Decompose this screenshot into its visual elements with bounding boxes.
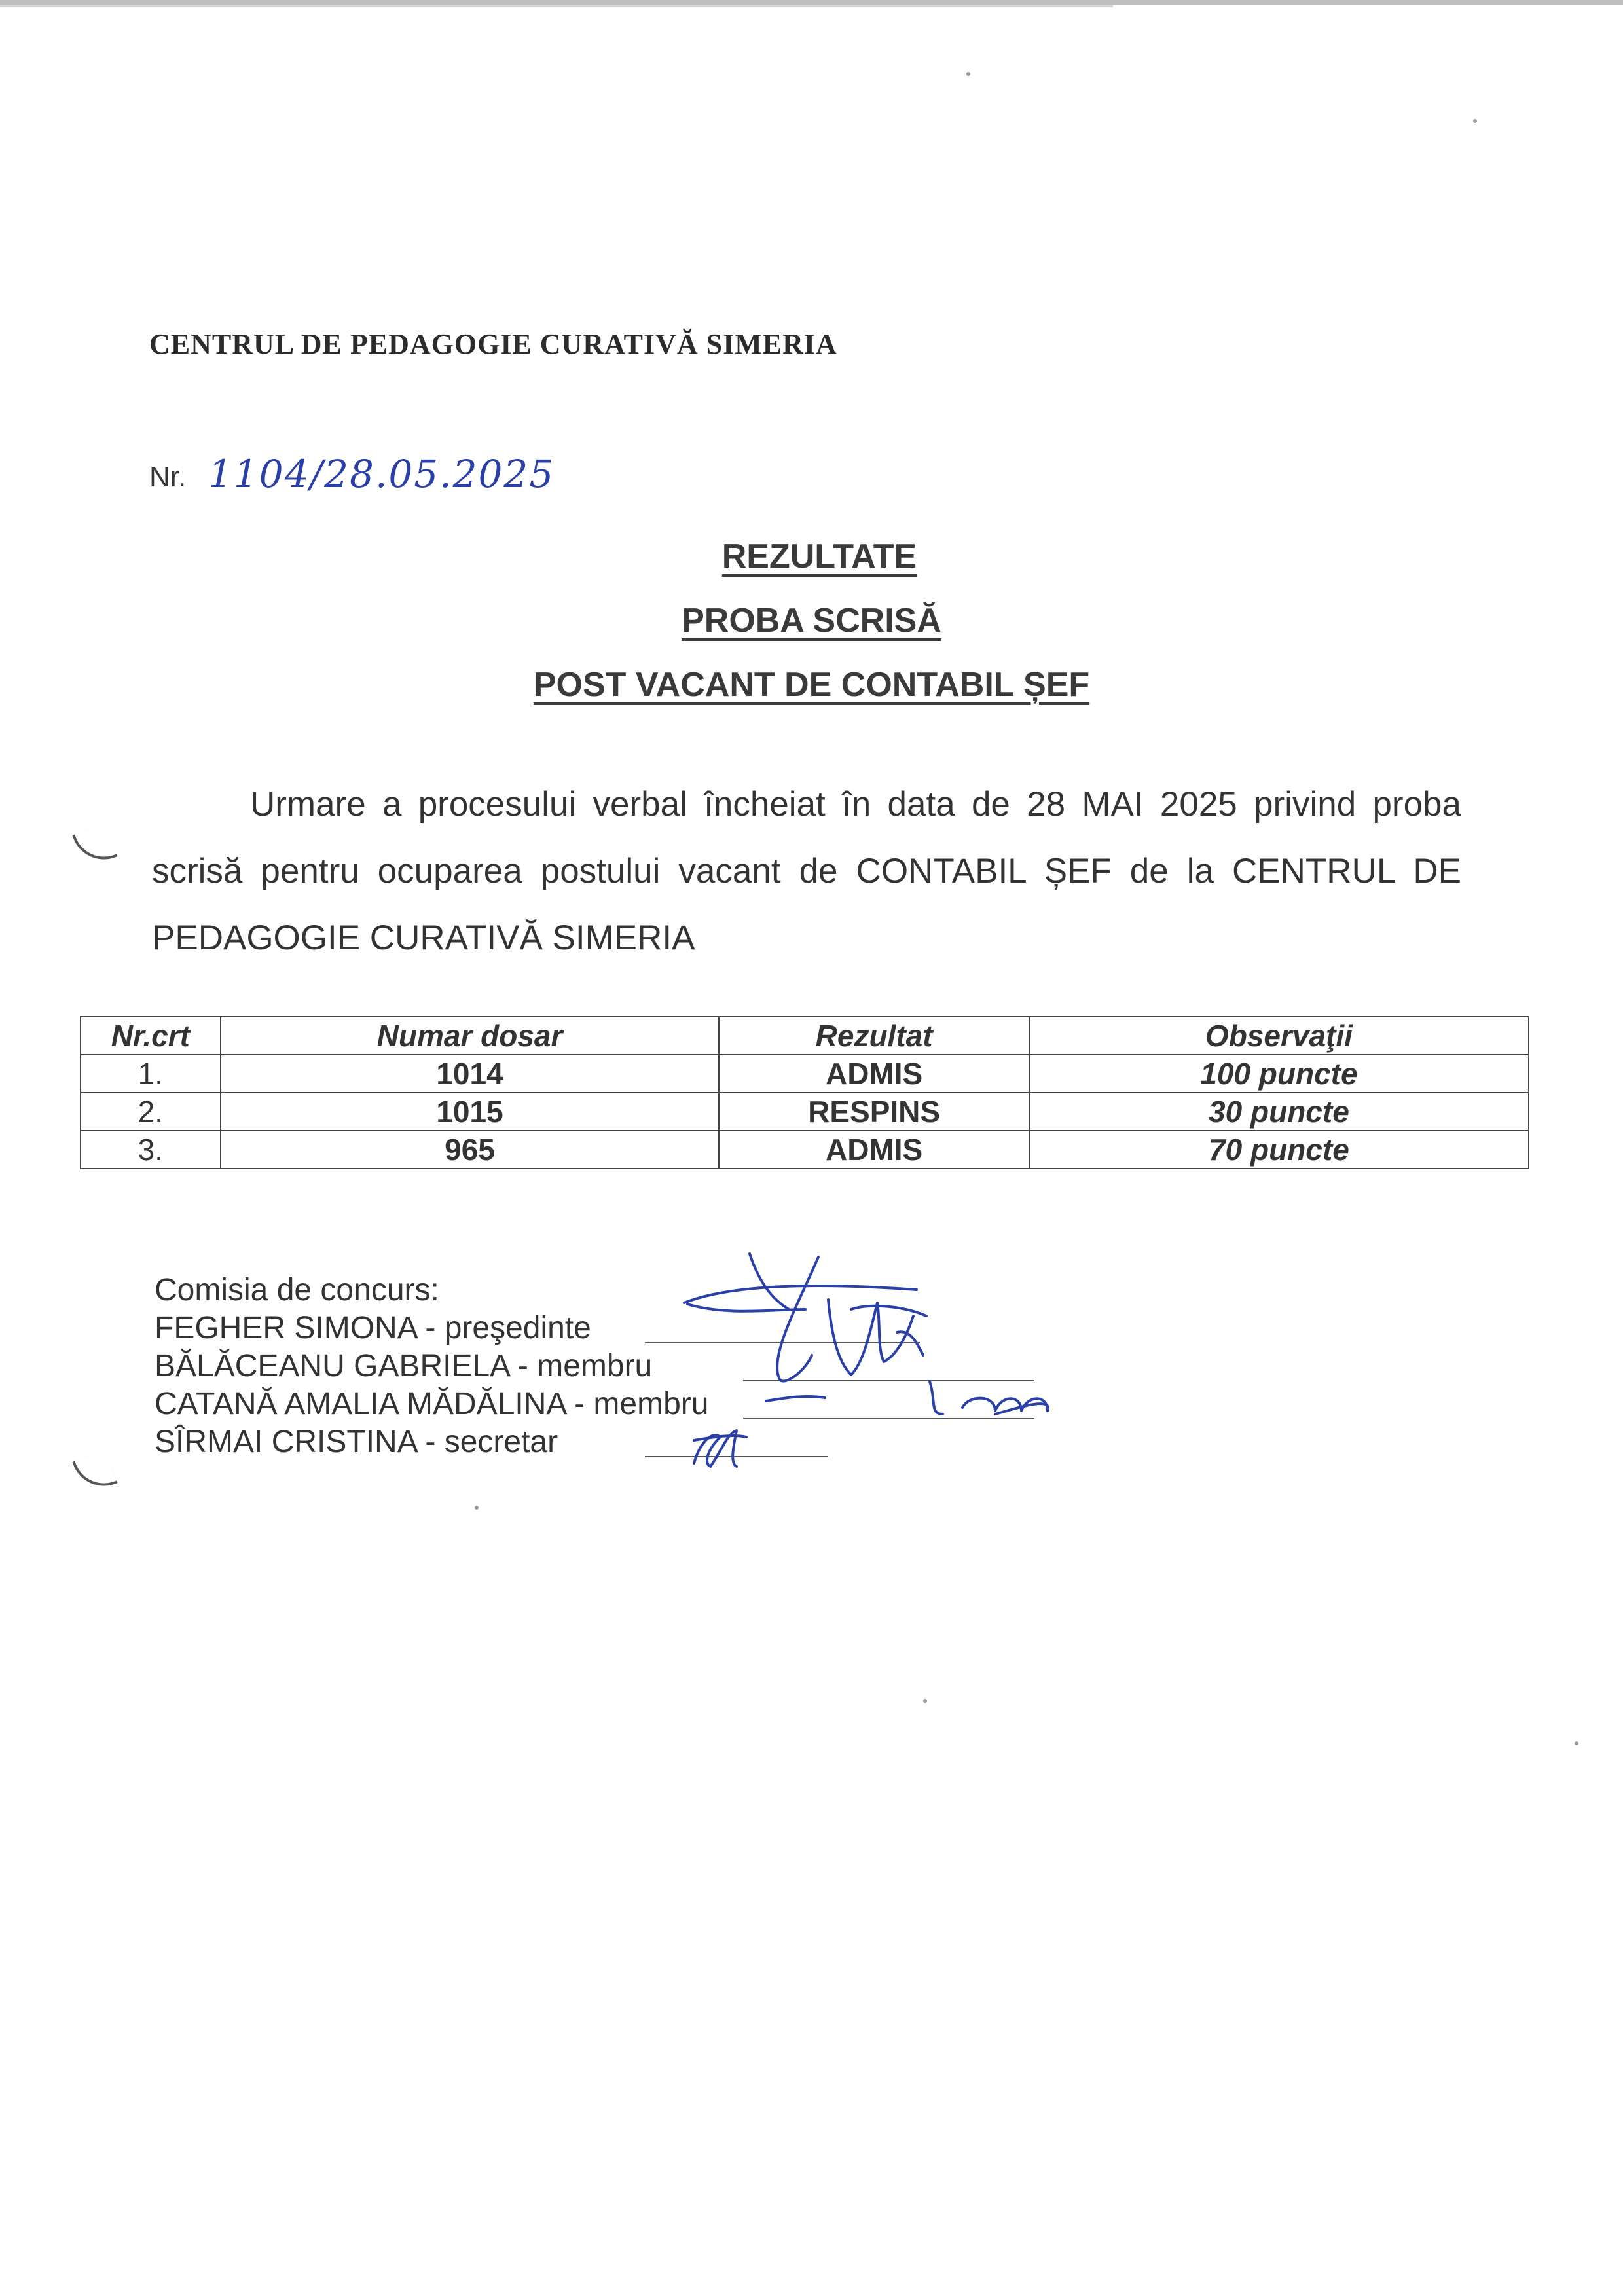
signature-member-2 bbox=[766, 1381, 1048, 1414]
commission-member-2: CATANĂ AMALIA MĂDĂLINA - membru bbox=[155, 1387, 709, 1421]
scan-edge-shadow bbox=[0, 5, 1113, 7]
scan-speck bbox=[1473, 119, 1477, 123]
results-table bbox=[80, 1016, 1529, 1169]
title-proba-scrisa: PROBA SCRISĂ bbox=[682, 602, 941, 640]
scan-speck bbox=[923, 1699, 927, 1703]
commission-title: Comisia de concurs: bbox=[155, 1273, 439, 1307]
table-row bbox=[81, 1131, 1529, 1169]
cell-rezultat: RESPINS bbox=[719, 1093, 1029, 1131]
signature-line bbox=[645, 1342, 920, 1343]
title-rezultate: REZULTATE bbox=[721, 538, 917, 575]
cell-nr: 1. bbox=[81, 1055, 221, 1093]
cell-observatii: 70 puncte bbox=[1029, 1131, 1529, 1169]
commission-secretary: SÎRMAI CRISTINA - secretar bbox=[155, 1425, 558, 1459]
commission-member-president: FEGHER SIMONA - preşedinte bbox=[155, 1311, 591, 1345]
table-row bbox=[81, 1055, 1529, 1093]
signature-member-1 bbox=[828, 1300, 926, 1375]
cell-dosar: 1014 bbox=[221, 1055, 720, 1093]
cell-rezultat: ADMIS bbox=[719, 1131, 1029, 1169]
header-observatii: Observaţii bbox=[1029, 1017, 1529, 1055]
table-header-row bbox=[81, 1017, 1529, 1055]
scan-speck bbox=[966, 72, 970, 76]
commission-block bbox=[155, 1271, 708, 1461]
cell-dosar: 1015 bbox=[221, 1093, 720, 1131]
cell-observatii: 100 puncte bbox=[1029, 1055, 1529, 1093]
punch-hole-mark bbox=[72, 823, 117, 868]
header-numar-dosar: Numar dosar bbox=[221, 1017, 720, 1055]
scan-edge bbox=[0, 0, 1623, 5]
header-nr-crt: Nr.crt bbox=[81, 1017, 221, 1055]
commission-member-1: BĂLĂCEANU GABRIELA - membru bbox=[155, 1349, 653, 1383]
intro-paragraph: Urmare a procesului verbal încheiat în data de 28 MAI 2025 privind proba scrisă pentru ocuparea postului vacant de CONTABIL ȘEF de la CENTRUL DE PEDAGOGIE CURATIVĂ SIMERIA bbox=[152, 785, 1461, 957]
signature-line bbox=[743, 1418, 1034, 1419]
signature-president bbox=[684, 1254, 917, 1381]
registration-number-handwritten: 1104/28.05.2025 bbox=[208, 452, 555, 496]
cell-dosar: 965 bbox=[221, 1131, 720, 1169]
institution-name: CENTRUL DE PEDAGOGIE CURATIVĂ SIMERIA bbox=[149, 328, 837, 360]
punch-hole-mark bbox=[72, 1449, 117, 1495]
cell-observatii: 30 puncte bbox=[1029, 1093, 1529, 1131]
cell-nr: 2. bbox=[81, 1093, 221, 1131]
signature-line bbox=[743, 1380, 1034, 1381]
header-rezultat: Rezultat bbox=[719, 1017, 1029, 1055]
signature-line bbox=[645, 1456, 828, 1457]
registration-number-label: Nr. bbox=[149, 461, 187, 493]
scan-speck bbox=[1575, 1741, 1578, 1745]
scan-speck bbox=[475, 1506, 479, 1510]
cell-nr: 3. bbox=[81, 1131, 221, 1169]
cell-rezultat: ADMIS bbox=[719, 1055, 1029, 1093]
table-row bbox=[81, 1093, 1529, 1131]
title-post-vacant: POST VACANT DE CONTABIL ȘEF bbox=[533, 666, 1090, 704]
